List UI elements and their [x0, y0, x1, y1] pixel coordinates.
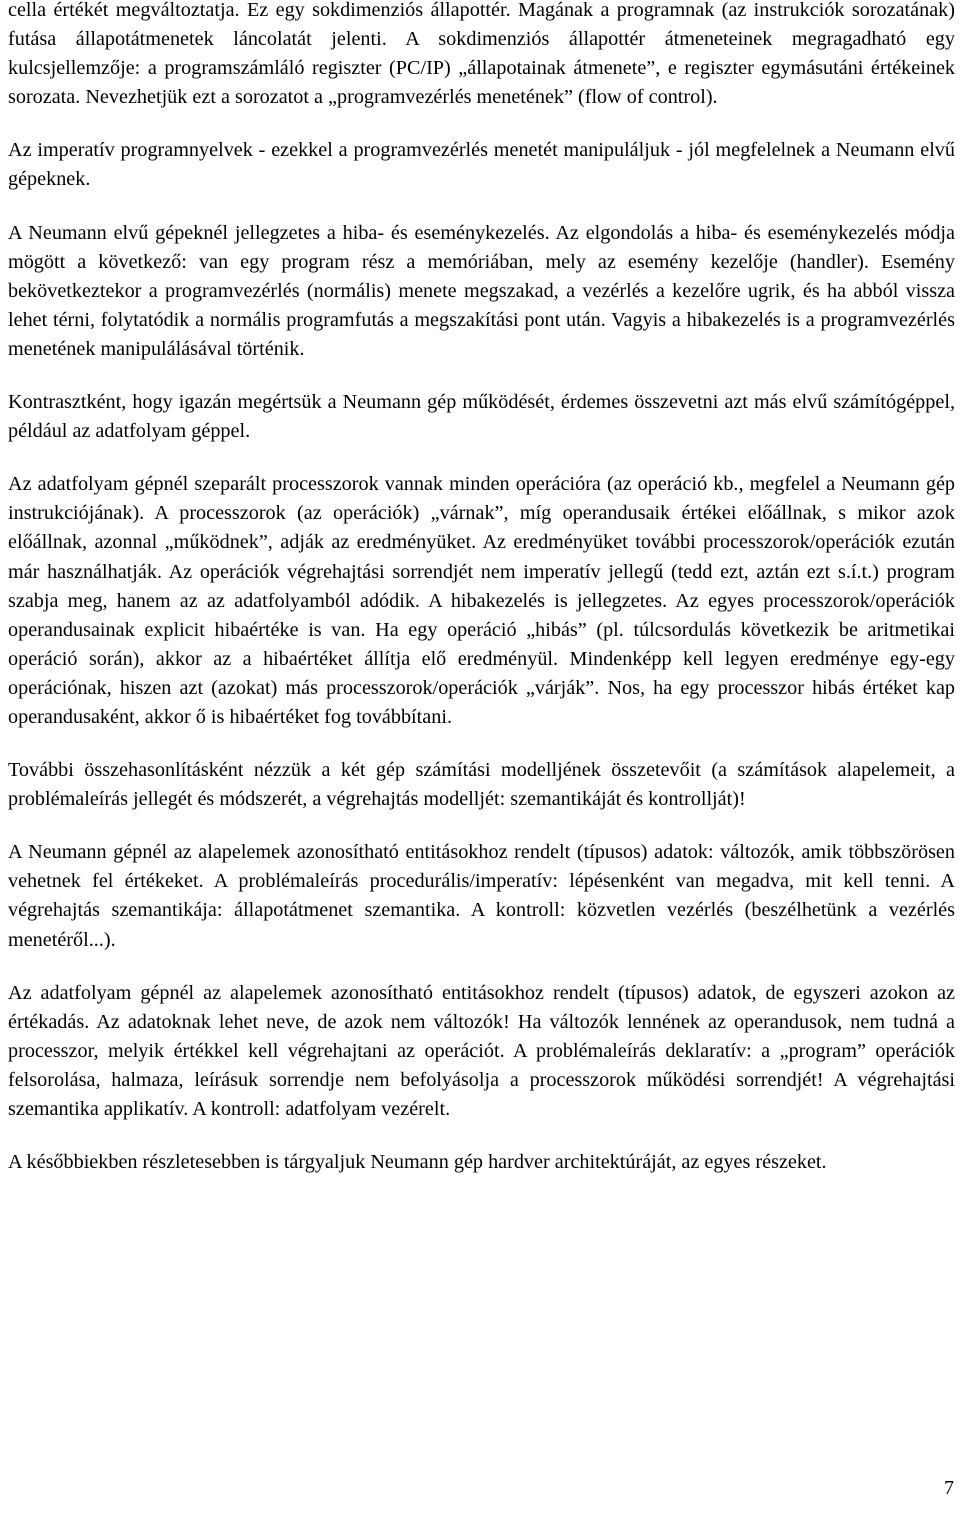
paragraph-state-space: cella értékét megváltoztatja. Ez egy sokdimenziós állapottér. Magának a programnak (az instrukciók sorozatának) futása állapotátmenetek láncolatát jelenti. A sokdimenziós állapottér átmeneteinek megragadható egy kulcsjellemzője: a programszámláló regiszter (PC/IP) „állapotainak átmenete”, e regiszter egymásutáni értékeinek sorozata. Nevezhetjük ezt a sorozatot a „programvezérlés menetének” (flow of control).	[8, 0, 955, 109]
paragraph-contrast: Kontrasztként, hogy igazán megértsük a Neumann gép működését, érdemes összevetni azt más elvű számítógéppel, például az adatfolyam géppel.	[8, 391, 955, 443]
paragraph-dataflow-model: Az adatfolyam gépnél az alapelemek azonosítható entitásokhoz rendelt (típusos) adatok, de egyszeri azokon az értékadás. Az adatoknak lehet neve, de azok nem változók! Ha változók lennének az operandusok, nem tudná a processzor, melyik értékkel kell végrehajtani az operációt. A problémaleírás deklaratív: a „program” operációk felsorolása, halmaza, leírásuk sorrendje nem befolyásolja a processzorok működési sorrendjét! A végrehajtási szemantika applikatív. A kontroll: adatfolyam vezérelt.	[8, 981, 955, 1120]
paragraph-later-details: A későbbiekben részletesebben is tárgyaljuk Neumann gép hardver architektúráját, az egyes részeket.	[8, 1151, 827, 1174]
document-page	[8, 0, 955, 1201]
paragraph-further-comparison: További összehasonlításként nézzük a két gép számítási modelljének összetevőit (a számítások alapelemeit, a problémaleírás jellegét és módszerét, a végrehajtás modelljét: szemantikáját és kontrollját)!	[8, 759, 955, 811]
paragraph-event-handling: A Neumann elvű gépeknél jellegzetes a hiba- és eseménykezelés. Az elgondolás a hiba- és eseménykezelés módja mögött a következő: van egy program rész a memóriában, mely az esemény kezelője (handler). Esemény bekövetkeztekor a programvezérlés (normális) menete megszakad, a vezérlés a kezelőre ugrik, és ha abból vissza lehet térni, folytatódik a normális programfutás a megszakítási pont után. Vagyis a hibakezelés is a programvezérlés menetének manipulálásával történik.	[8, 221, 955, 360]
paragraph-dataflow-machine: Az adatfolyam gépnél szeparált processzorok vannak minden operációra (az operáció kb., megfelel a Neumann gép instrukciójának). A processzorok (az operációk) „várnak”, míg operandusaik értékei előállnak, s mikor azok előállnak, azonnal „működnek”, adják az eredményüket. Az eredményüket további processzorok/operációk ezután már használhatják. Az operációk végrehajtási sorrendjét nem imperatív jellegű (tedd ezt, aztán ezt s.í.t.) program szabja meg, hanem az az adatfolyamból adódik. A hibakezelés is jellegzetes. Az egyes processzorok/operációk operandusainak explicit hibaértéke is van. Ha egy operáció „hibás” (pl. túlcsordulás következik be aritmetikai operáció során), akkor az a hibaértéket állítja elő eredményül. Mindenképp kell legyen eredménye egy-egy operációnak, hiszen azt (azokat) más processzorok/operációk „várják”. Nos, ha egy processzor hibás értéket kap operandusaként, akkor ő is hibaértéket fog továbbítani.	[8, 473, 955, 728]
paragraph-neumann-model: A Neumann gépnél az alapelemek azonosítható entitásokhoz rendelt (típusos) adatok: változók, amik többszörösen vehetnek fel értékeket. A problémaleírás procedurális/imperatív: lépésenként van megadva, mit kell tenni. A végrehajtás szemantikája: állapotátmenet szemantika. A kontroll: közvetlen vezérlés (beszélhetünk a vezérlés menetéről...).	[8, 841, 955, 951]
paragraph-imperative-languages: Az imperatív programnyelvek - ezekkel a programvezérlés menetét manipuláljuk - jól megfelelnek a Neumann elvű gépeknek.	[8, 139, 955, 191]
page-number: 7	[944, 1477, 954, 1499]
